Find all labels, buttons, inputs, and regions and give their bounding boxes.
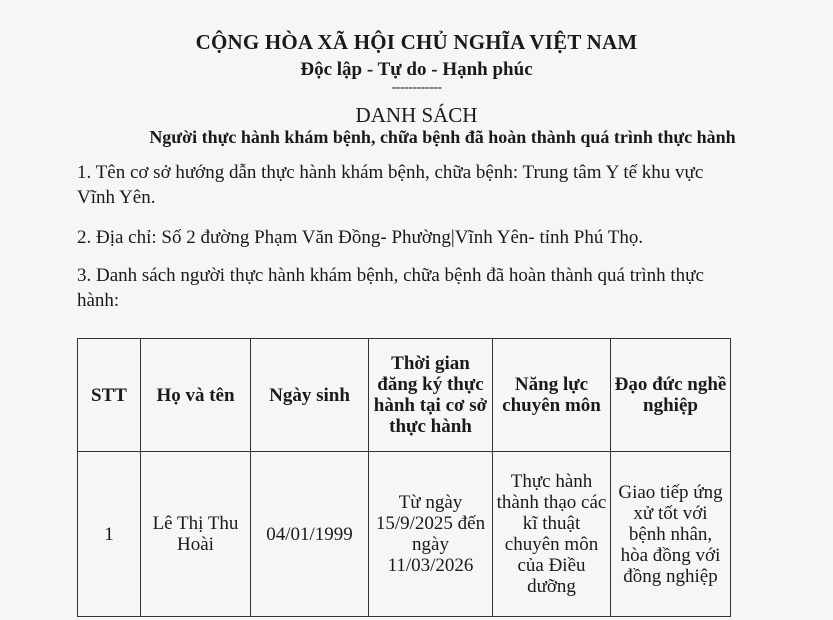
header-stt: STT <box>78 339 141 452</box>
paragraph-address: 2. Địa chỉ: Số 2 đường Phạm Văn Đồng- Phường|Vĩnh Yên- tỉnh Phú Thọ. <box>77 227 644 248</box>
heading-divider: ------------ <box>391 80 442 95</box>
header-ethics: Đạo đức nghề nghiệp <box>611 339 731 452</box>
cell-name: Lê Thị Thu Hoài <box>141 452 251 617</box>
header-dob: Ngày sinh <box>251 339 369 452</box>
cell-ethics: Giao tiếp ứng xử tốt với bệnh nhân, hòa đồng với đồng nghiệp <box>611 452 731 617</box>
cell-competence: Thực hành thành thạo các kĩ thuật chuyên môn của Điều dưỡng <box>493 452 611 617</box>
paragraph-list-intro: 3. Danh sách người thực hành khám bệnh, chữa bệnh đã hoàn thành quá trình thực hành: <box>77 265 704 311</box>
table-header-row <box>78 339 731 452</box>
table-row <box>78 452 731 617</box>
national-heading: CỘNG HÒA XÃ HỘI CHỦ NGHĨA VIỆT NAM <box>195 30 638 54</box>
paragraph-facility: 1. Tên cơ sở hướng dẫn thực hành khám bệnh, chữa bệnh: Trung tâm Y tế khu vực Vĩnh Yên. <box>77 162 704 208</box>
document-title: DANH SÁCH <box>355 103 478 127</box>
national-motto: Độc lập - Tự do - Hạnh phúc <box>300 59 533 80</box>
document-subtitle: Người thực hành khám bệnh, chữa bệnh đã hoàn thành quá trình thực hành <box>149 127 736 147</box>
header-practice-time: Thời gian đăng ký thực hành tại cơ sở thực hành <box>369 339 493 452</box>
cell-dob: 04/01/1999 <box>251 452 369 617</box>
practitioner-table <box>77 338 731 617</box>
header-name: Họ và tên <box>141 339 251 452</box>
header-competence: Năng lực chuyên môn <box>493 339 611 452</box>
cell-practice-time: Từ ngày 15/9/2025 đến ngày 11/03/2026 <box>369 452 493 617</box>
cell-stt: 1 <box>78 452 141 617</box>
